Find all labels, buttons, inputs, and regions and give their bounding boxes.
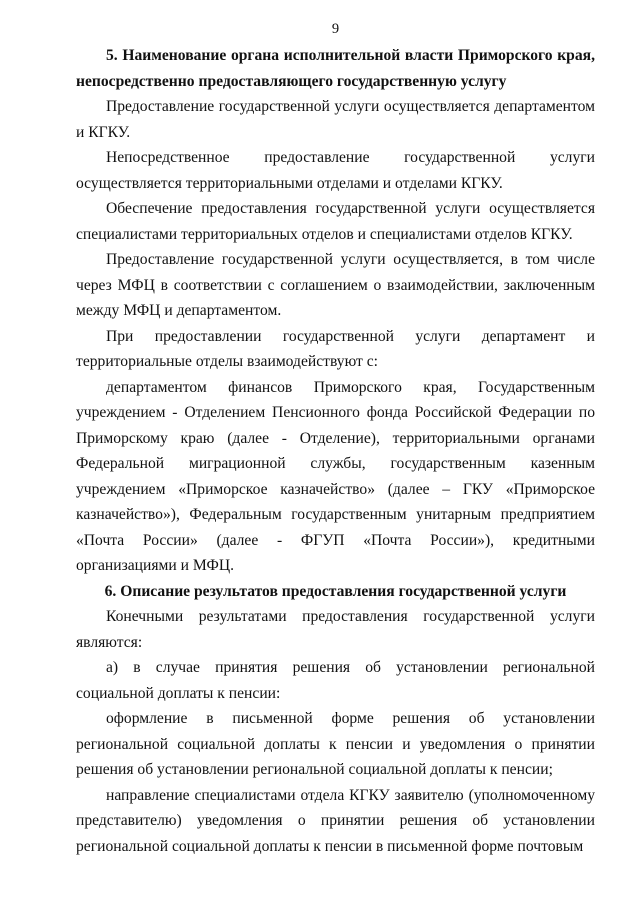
paragraph: оформление в письменной форме решения об установлении региональной социальной доплаты к пенсии и уведомления о принятии решения об установлении региональной социальной доплаты к пенсии; bbox=[76, 710, 595, 778]
section-6-heading: 6. Описание результатов предоставления государственной услуги bbox=[104, 582, 567, 600]
document-body bbox=[76, 43, 595, 859]
paragraph: а) в случае принятия решения об установлении региональной социальной доплаты к пенсии: bbox=[76, 659, 595, 702]
page-number: 9 bbox=[331, 21, 340, 37]
paragraph: Конечными результатами предоставления государственной услуги являются: bbox=[76, 608, 595, 651]
paragraph: Обеспечение предоставления государственной услуги осуществляется специалистами территориальных отделов и специалистами отделов КГКУ. bbox=[76, 200, 595, 243]
section-5-heading: 5. Наименование органа исполнительной власти Приморского края, непосредственно предоставляющего государственную услугу bbox=[76, 47, 595, 90]
paragraph: департаментом финансов Приморского края, Государственным учреждением - Отделением Пенсионного фонда Российской Федерации по Приморскому краю (далее - Отделение), территориальными органами Федеральной миграционной службы, государственным казенным учреждением «Приморское казначейство» (далее – ГКУ «Приморское казначейство»), Федеральным государственным унитарным предприятием «Почта России» (далее - ФГУП «Почта России»), кредитными организациями и МФЦ. bbox=[76, 378, 595, 574]
paragraph: направление специалистами отдела КГКУ заявителю (уполномоченному представителю) уведомления о принятии решения об установлении региональной социальной доплаты к пенсии в письменной форме почтовым bbox=[76, 786, 595, 855]
paragraph: При предоставлении государственной услуги департамент и территориальные отделы взаимодействуют с: bbox=[76, 327, 595, 370]
paragraph: Предоставление государственной услуги осуществляется, в том числе через МФЦ в соответствии с соглашением о взаимодействии, заключенным между МФЦ и департаментом. bbox=[76, 251, 595, 319]
paragraph: Непосредственное предоставление государственной услуги осуществляется территориальными отделами и отделами КГКУ. bbox=[76, 149, 595, 192]
paragraph: Предоставление государственной услуги осуществляется департаментом и КГКУ. bbox=[76, 98, 595, 141]
